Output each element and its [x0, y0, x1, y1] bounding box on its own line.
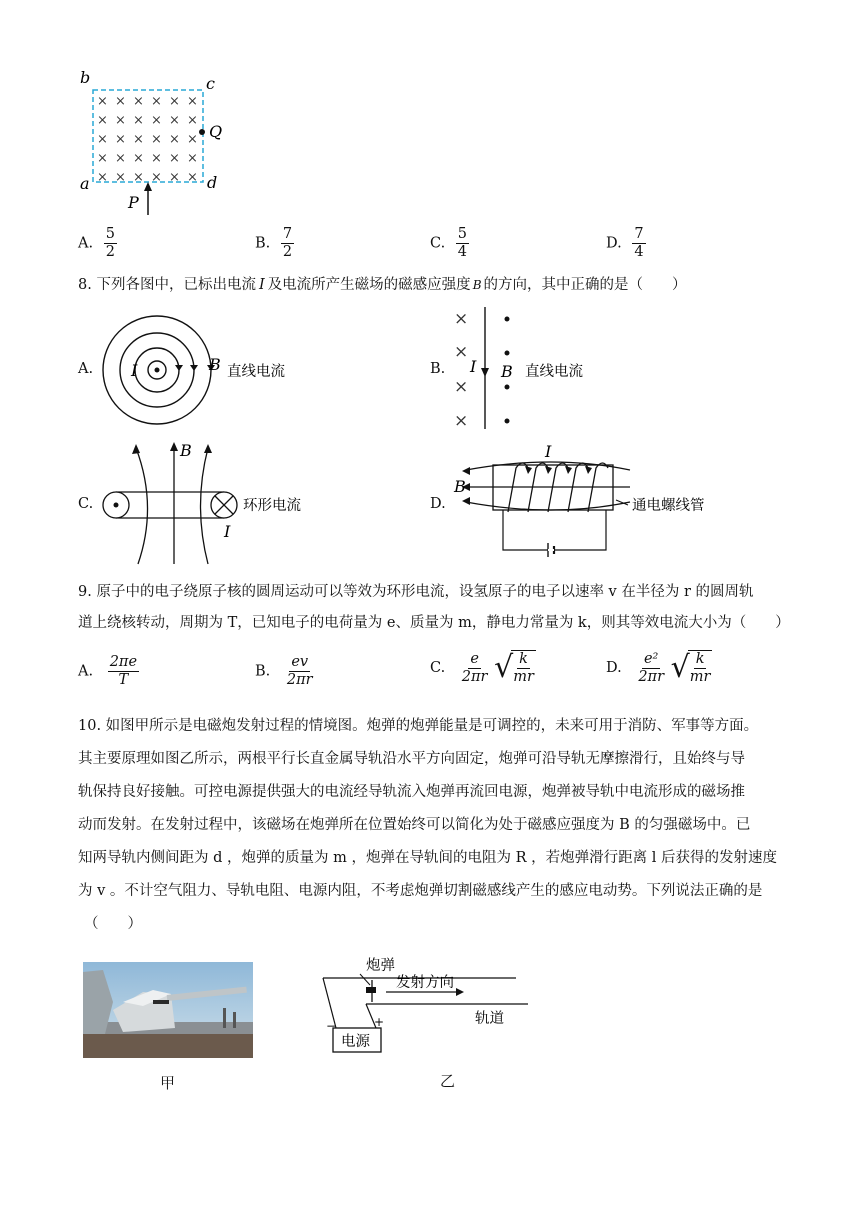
field-cross: × [151, 113, 162, 128]
corner-b-label: b [80, 68, 91, 87]
q10-line: 10. 如图甲所示是电磁炮发射过程的情境图。炮弹的炮弹能量是可调控的，未来可用于消防、军事等方面。 [78, 718, 759, 734]
field-cross: × [133, 113, 144, 128]
field-cross: × [115, 113, 126, 128]
field-cross: × [115, 132, 126, 147]
plus-label: + [374, 1015, 385, 1029]
figure-yi-caption: 乙 [440, 1072, 456, 1090]
current-i-label: I [224, 522, 231, 541]
q10-line: 其主要原理如图乙所示，两根平行长直金属导轨沿水平方向固定，炮弹可沿导轨无摩擦滑行，且始终与导 [78, 751, 745, 767]
field-cross: × [151, 170, 162, 185]
field-cross: × [115, 170, 126, 185]
field-cross: × [97, 132, 108, 147]
minus-label: − [326, 1019, 337, 1033]
caption: 通电螺线管 [632, 498, 705, 514]
corner-a-label: a [80, 174, 90, 193]
corner-d-label: d [207, 173, 218, 192]
field-cross: × [133, 132, 144, 147]
field-cross: × [187, 170, 198, 185]
current-i-label: I [131, 361, 138, 380]
q9-stem-line2: 道上绕核转动，周期为 T，已知电子的电荷量为 e、质量为 m，静电力常量为 k，则其等效电流大小为（ ） [78, 615, 790, 631]
svg-text:×: × [454, 309, 469, 329]
q8-option-c-diagram [98, 440, 318, 568]
q10-line: （ ） [84, 916, 142, 932]
q8-option-b-letter[interactable]: B. [430, 361, 446, 377]
field-cross: × [151, 132, 162, 147]
field-cross: × [151, 94, 162, 109]
q8-option-d-letter[interactable]: D. [430, 496, 446, 512]
q7-option-c[interactable]: C. $\frac{5}{4}$ [430, 226, 468, 260]
field-cross: × [187, 132, 198, 147]
field-cross: × [97, 94, 108, 109]
field-cross: × [169, 113, 180, 128]
caption: 直线电流 [525, 364, 583, 380]
q10-line: 动而发射。在发射过程中，该磁场在炮弹所在位置始终可以简化为处于磁感应强度为 B 的匀强磁场中。已 [78, 817, 751, 833]
field-b-label: B [501, 362, 513, 381]
field-cross: × [115, 151, 126, 166]
q9-stem-line1: 9. 原子中的电子绕原子核的圆周运动可以等效为环形电流，设氢原子的电子以速率 v 在半径为 r 的圆周轨 [78, 584, 754, 600]
q7-option-a[interactable]: A. $\frac{5}{2}$ [78, 226, 115, 260]
current-i-label: I [470, 357, 477, 376]
field-b-label: B [209, 355, 221, 374]
direction-label: 发射方向 [396, 975, 454, 991]
caption: 直线电流 [227, 364, 285, 380]
q7-option-b[interactable]: B. $\frac{7}{2}$ [255, 226, 293, 260]
svg-text:×: × [454, 411, 469, 431]
svg-text:×: × [454, 377, 469, 397]
q9-option-d[interactable]: D. $\frac{\text{e²}}{2\pi r}$ √ $\frac{k}{mr}$ [606, 650, 711, 685]
power-label: 电源 [341, 1034, 370, 1050]
field-cross: × [187, 151, 198, 166]
field-cross: × [187, 94, 198, 109]
rail-label: 轨道 [475, 1011, 504, 1027]
field-cross: × [133, 151, 144, 166]
figure-jia-caption: 甲 [160, 1074, 176, 1092]
field-cross: × [97, 113, 108, 128]
q8-option-a-diagram [95, 310, 295, 435]
q10-stem [78, 710, 777, 941]
point-p-label: P [128, 193, 139, 212]
corner-c-label: c [206, 74, 215, 93]
q8-option-c-letter[interactable]: C. [78, 496, 94, 512]
field-cross: × [151, 151, 162, 166]
current-i-label: I [545, 442, 552, 461]
field-cross-marks [97, 94, 198, 185]
field-cross: × [187, 113, 198, 128]
field-cross: × [169, 132, 180, 147]
q8-option-d-diagram [448, 440, 738, 562]
q10-line: 知两导轨内侧间距为 d ，炮弹的质量为 m ，炮弹在导轨间的电阻为 R ，若炮弹滑行距离 l 后获得的发射速度 [78, 850, 777, 866]
svg-text:×: × [454, 342, 469, 362]
q9-option-b[interactable]: B. $\frac{ev}{2\pi r}$ [255, 654, 313, 688]
q7-field-diagram [70, 65, 240, 220]
q10-line: 轨保持良好接触。可控电源提供强大的电流经导轨流入炮弹再流回电源，炮弹被导轨中电流形成的磁场推 [78, 784, 745, 800]
q10-line: 为 v 。不计空气阻力、导轨电阻、电源内阻，不考虑炮弹切割磁感线产生的感应电动势。下列说法正确的是 [78, 883, 763, 899]
shell-label: 炮弹 [366, 958, 395, 974]
field-cross: × [133, 170, 144, 185]
field-cross: × [169, 94, 180, 109]
q8-option-a-letter[interactable]: A. [78, 361, 94, 377]
field-cross: × [169, 151, 180, 166]
q8-option-b-diagram [445, 305, 645, 433]
q7-option-d[interactable]: D. $\frac{7}{4}$ [606, 226, 644, 260]
railgun-photo [83, 962, 253, 1058]
field-b-label: B [454, 477, 466, 496]
field-cross: × [97, 170, 108, 185]
point-q-dot [199, 129, 205, 135]
field-cross: × [115, 94, 126, 109]
field-cross: × [169, 170, 180, 185]
caption: 环形电流 [243, 498, 301, 514]
q9-option-a[interactable]: A. $\frac{2\pi e}{T}$ [78, 654, 138, 688]
field-cross: × [133, 94, 144, 109]
field-cross: × [97, 151, 108, 166]
point-q-label: Q [209, 122, 223, 141]
q9-option-c[interactable]: C. $\frac{e}{2\pi r}$ √ $\frac{k}{mr}$ [430, 650, 534, 685]
railgun-schematic [318, 950, 543, 1065]
q8-stem: 8. 下列各图中，已标出电流 I 及电流所产生磁场的磁感应强度 B 的方向，其中正确的是（ ） [78, 277, 687, 293]
field-b-label: B [180, 441, 192, 460]
